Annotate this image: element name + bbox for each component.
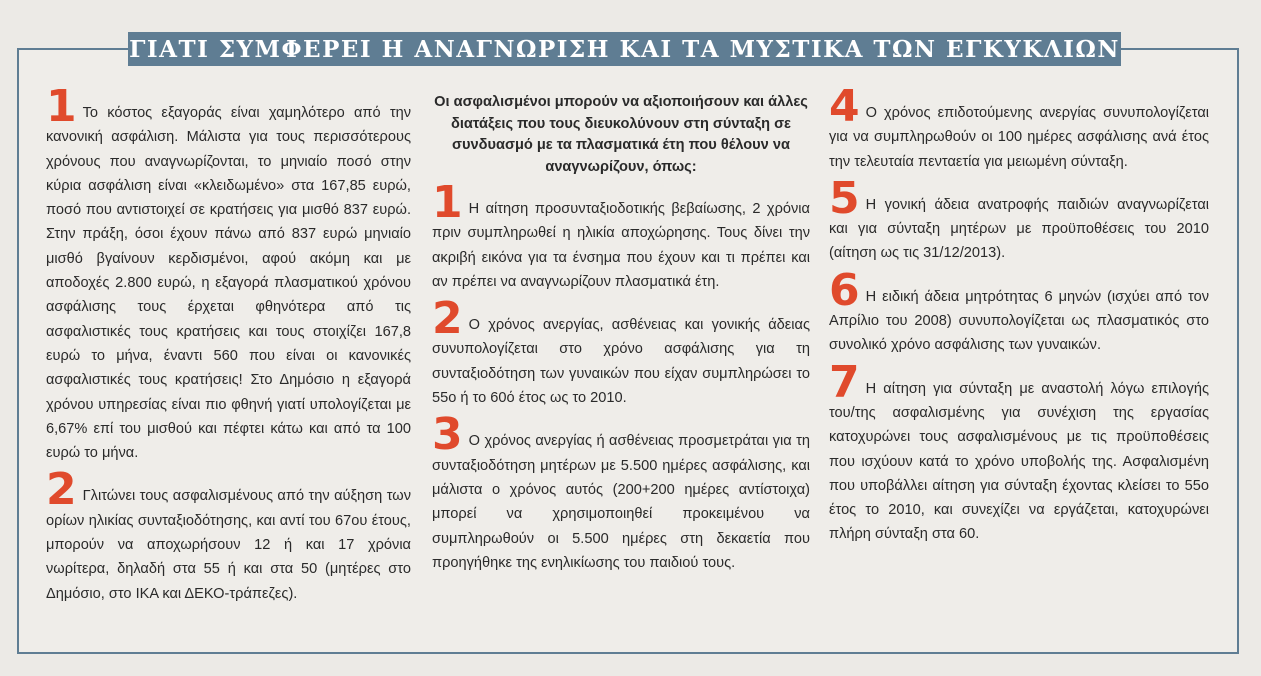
list-item (46, 464, 411, 605)
item-text: Ο χρόνος ανεργίας, ασθένειας και γονικής άδειας συνυπολογίζεται στο χρόνο ασφάλισης για τη συνταξιοδότηση των γυναικών που είχαν συμπληρώσει το 55ο ή το 60ό έτος ως το 2010. (432, 317, 810, 407)
item-text: Γλιτώνει τους ασφαλισμένους από την αύξηση των ορίων ηλικίας συνταξιοδότησης, και αντί του 67ου έτους, μπορούν να αποχωρήσουν 12 ή και 17 χρόνια νωρίτερα, δηλαδή στα 55 ή και στα 50 (μητέρες στο Δημόσιο, στο ΙΚΑ και ΔΕΚΟ-τράπεζες). (46, 488, 411, 602)
article-header (128, 32, 1121, 66)
column-1 (46, 81, 411, 616)
list-item (432, 177, 810, 294)
list-item (829, 356, 1209, 547)
column-intro: Οι ασφαλισμένοι μπορούν να αξιοποιήσουν και άλλες διατάξεις που τους διευκολύνουν στη σύνταξη σε συνδυασμό με τα πλασματικά έτη που θέλουν να αναγνωρίζουν, όπως: (434, 94, 808, 175)
item-number: 2 (432, 293, 463, 345)
item-number: 4 (829, 81, 860, 132)
list-item (829, 81, 1209, 174)
item-text: Η αίτηση προσυνταξιοδοτικής βεβαίωσης, 2 χρόνια πριν συμπληρωθεί η ηλικία αποχώρησης. Τους δίνει την ακριβή εικόνα για τα ένσημα που έχουν και τι πρέπει και αν πρέπει να αναγνωρίζουν πλασματικά έτη. (432, 201, 810, 290)
item-text: Η ειδική άδεια μητρότητας 6 μηνών (ισχύει από τον Απρίλιο του 2008) συνυπολογίζεται ως πλασματικός στο συνολικό χρόνο ασφάλισης των γυναικών. (829, 288, 1209, 354)
column-2 (432, 92, 810, 585)
list-item (829, 172, 1209, 266)
column-3 (829, 81, 1209, 557)
item-number: 2 (46, 464, 77, 516)
item-number: 3 (432, 409, 463, 461)
header-title: ΓΙΑΤΙ ΣΥΜΦΕΡΕΙ Η ΑΝΑΓΝΩΡΙΣΗ ΚΑΙ ΤΑ ΜΥΣΤΙΚΑ ΤΩΝ ΕΓΚΥΚΛΙΩΝ (129, 35, 1120, 63)
item-number: 1 (46, 81, 77, 132)
item-number: 5 (829, 172, 860, 224)
item-text: Η γονική άδεια ανατροφής παιδιών αναγνωρίζεται και για σύνταξη μητέρων με προϋποθέσεις του 2010 (αίτηση ως τις 31/12/2013). (829, 196, 1209, 262)
item-text: Ο χρόνος επιδοτούμενης ανεργίας συνυπολογίζεται για να συμπληρωθούν οι 100 ημέρες ασφάλισης ανά έτος την τελευταία πενταετία για μειωμένη σύνταξη. (829, 105, 1209, 170)
item-text: Το κόστος εξαγοράς είναι χαμηλότερο από την κανονική ασφάλιση. Μάλιστα για τους περισσότερους χρόνους που αναγνωρίζονται, το μηνιαίο ποσό στην κύρια ασφάλιση είναι «κλειδωμένο» στα 167,85 ευρώ, ποσό που αντιστοιχεί σε κρατήσεις για μισθό 837 ευρώ. Στην πράξη, όσοι έχουν πάνω από 837 ευρώ μηνιαίο μισθό βγαίνουν κερδισμένοι, αφού ακόμη και με αποδοχές 2.800 ευρώ, η εξαγορά πλασματικού χρόνου ασφάλισης τους έρχεται φθηνότερα από τις ασφαλιστικές τους κρατήσεις και τους στοιχίζει 167,8 ευρώ το μήνα, έναντι 560 που είναι οι κανονικές ασφαλιστικές τους κρατήσεις! Στο Δημόσιο η εξαγορά χρόνου υπηρεσίας είναι πιο φθηνή γιατί υπολογίζεται με 6,67% επί του μισθού και πέφτει κάτω και από τα 100 ευρώ το μήνα. (46, 105, 411, 462)
item-number: 7 (829, 356, 860, 408)
item-text: Η αίτηση για σύνταξη με αναστολή λόγω επιλογής του/της ασφαλισμένης για συνέχιση της εργασίας κατοχυρώνει τους ασφαλισμένους με τις προϋποθέσεις που ισχύουν κατά το χρόνο υποβολής της. Ασφαλισμένη που υποβάλλει αίτηση για σύνταξη έχοντας κλείσει το 55ο έτος το 2010, και συνεχίζει να εργάζεται, κατοχυρώνει πλήρη σύνταξη στα 60. (829, 380, 1209, 543)
item-text: Ο χρόνος ανεργίας ή ασθένειας προσμετράται για τη συνταξιοδότηση μητέρων με 5.500 ημέρες ασφάλισης, και μάλιστα ο χρόνος αυτός (200+200 ημέρες αντίστοιχα) μπορεί να χρησιμοποιηθεί προκειμένου να συμπληρωθούν οι 5.500 ημέρες στη δεκαετία που προηγήθηκε της ενηλικίωσης του παιδιού τους. (432, 433, 810, 571)
item-number: 1 (432, 177, 463, 228)
list-item (46, 81, 411, 465)
list-item (432, 409, 810, 575)
list-item (432, 293, 810, 410)
item-number: 6 (829, 264, 860, 316)
list-item (829, 264, 1209, 358)
